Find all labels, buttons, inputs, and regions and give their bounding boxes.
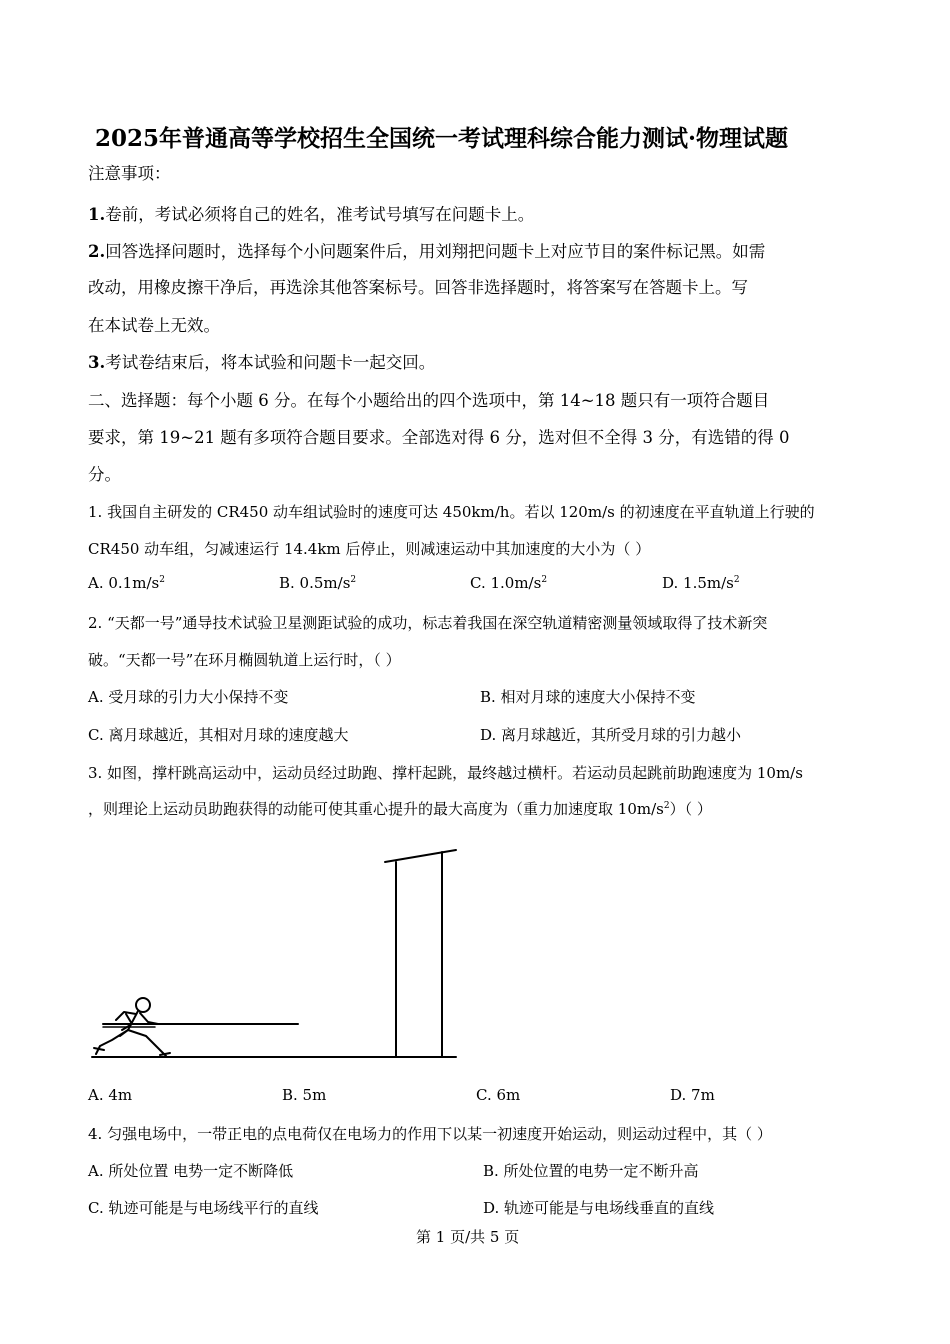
q2-stem-line-1: 2. “天都一号”通导技术试验卫星测距试验的成功，标志着我国在深空轨道精密测量领域取得了技术新突 xyxy=(88,614,768,632)
q2-option-c: C. 离月球越近，其相对月球的速度越大 xyxy=(88,726,349,744)
section-line-1: 二、选择题：每个小题 6 分。在每个小题给出的四个选项中，第 14~18 题只有一项符合题目 xyxy=(88,391,770,410)
q4-option-d: D. 轨迹可能是与电场线垂直的直线 xyxy=(483,1199,715,1217)
q1-stem-line-1: 1. 我国自主研发的 CR450 动车组试验时的速度可达 450km/h。若以 120m/s 的初速度在平直轨道上行驶的 xyxy=(88,503,815,521)
notice-item-3-text: 考试卷结束后，将本试验和问题卡一起交回。 xyxy=(105,353,436,372)
q2-option-a: A. 受月球的引力大小保持不变 xyxy=(88,688,289,706)
q3-option-d: D. 7m xyxy=(670,1086,715,1104)
notice-item-2-line3: 在本试卷上无效。 xyxy=(88,316,220,335)
section-line-3: 分。 xyxy=(88,465,121,484)
page-footer: 第 1 页/共 5 页 xyxy=(416,1228,520,1246)
q3-stem-line-1: 3. 如图，撑杆跳高运动中，运动员经过助跑、撑杆起跳，最终越过横杆。若运动员起跳前助跑速度为 10m/s xyxy=(88,764,803,782)
q3-option-b: B. 5m xyxy=(282,1086,327,1104)
q3-option-c: C. 6m xyxy=(476,1086,521,1104)
notice-item-1-num: 1. xyxy=(88,205,106,224)
q4-option-a: A. 所处位置 电势一定不断降低 xyxy=(88,1162,294,1180)
q1-option-d-text: D. 1.5m/s xyxy=(662,574,734,592)
q2-option-b: B. 相对月球的速度大小保持不变 xyxy=(480,688,696,706)
q1-option-d-sup: 2 xyxy=(733,575,740,585)
q1-option-c-sup: 2 xyxy=(541,575,548,585)
notice-item-3-num: 3. xyxy=(88,353,106,372)
notice-item-2-line2: 改动，用橡皮擦干净后，再选涂其他答案标号。回答非选择题时，将答案写在答题卡上。写 xyxy=(88,278,748,297)
q4-stem: 4. 匀强电场中，一带正电的点电荷仅在电场力的作用下以某一初速度开始运动，则运动过程中，其（ ） xyxy=(88,1125,772,1143)
q3-stem-line-2-text: ，则理论上运动员助跑获得的动能可使其重心提升的最大高度为（重力加速度取 10m/s xyxy=(88,800,664,818)
q4-option-c: C. 轨迹可能是与电场线平行的直线 xyxy=(88,1199,319,1217)
q1-option-b-text: B. 0.5m/s xyxy=(279,574,351,592)
q1-option-a-text: A. 0.1m/s xyxy=(88,574,160,592)
page-title: 2025年普通高等学校招生全国统一考试理科综合能力测试·物理试题 xyxy=(95,125,789,152)
notice-item-2-text: 回答选择问题时，选择每个小问题案件后，用刘翔把问题卡上对应节目的案件标记黑。如需 xyxy=(105,242,766,261)
q1-option-c-text: C. 1.0m/s xyxy=(470,574,542,592)
q2-stem-line-2: 破。“天都一号”在环月椭圆轨道上运行时，（ ） xyxy=(88,651,401,669)
q1-option-a-sup: 2 xyxy=(159,575,165,585)
notice-heading: 注意事项： xyxy=(88,164,171,183)
q1-option-b-sup: 2 xyxy=(350,575,357,585)
q4-option-b: B. 所处位置的电势一定不断升高 xyxy=(483,1162,699,1180)
notice-item-2-num: 2. xyxy=(88,242,106,261)
q1-stem-line-2: CR450 动车组，匀减速运行 14.4km 后停止，则减速运动中其加速度的大小为（ ） xyxy=(88,540,651,558)
section-line-2: 要求，第 19~21 题有多项符合题目要求。全部选对得 6 分，选对但不全得 3 分，有选错的得 0 xyxy=(88,428,790,447)
q3-stem-line-2-end: ）（ ） xyxy=(669,800,712,818)
crossbar xyxy=(385,850,456,862)
q3-option-a: A. 4m xyxy=(88,1086,133,1104)
notice-item-1-text: 卷前，考试必须将自己的姓名，准考试号填写在问题卡上。 xyxy=(105,205,535,224)
q2-option-d: D. 离月球越近，其所受月球的引力越小 xyxy=(480,726,742,744)
q3-stem-line-2-sup: 2 xyxy=(663,801,670,811)
